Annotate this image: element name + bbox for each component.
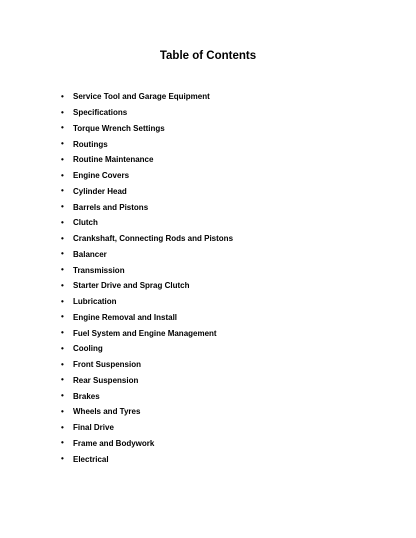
toc-entry-label: Starter Drive and Sprag Clutch	[73, 281, 190, 291]
bullet-icon: •	[61, 202, 64, 212]
toc-entry[interactable]	[61, 262, 233, 278]
bullet-icon: •	[61, 359, 64, 369]
toc-entry-label: Barrels and Pistons	[73, 202, 149, 212]
bullet-icon: •	[61, 296, 64, 306]
bullet-icon: •	[61, 265, 64, 275]
bullet-icon: •	[61, 107, 64, 117]
toc-entry[interactable]	[61, 404, 233, 420]
toc-entry-label: Brakes	[73, 391, 100, 401]
toc-entry-label: Cylinder Head	[73, 186, 127, 196]
bullet-icon: •	[61, 123, 64, 133]
toc-entry-label: Frame and Bodywork	[73, 438, 155, 448]
toc-entry[interactable]	[61, 105, 233, 121]
toc-entry[interactable]	[61, 451, 233, 467]
toc-entry[interactable]	[61, 325, 233, 341]
toc-entry-label: Wheels and Tyres	[73, 407, 141, 417]
bullet-icon: •	[61, 154, 64, 164]
toc-entry-label: Routings	[73, 139, 108, 149]
toc-entry[interactable]	[61, 184, 233, 200]
toc-entry-label: Engine Removal and Install	[73, 312, 178, 322]
bullet-icon: •	[61, 249, 64, 259]
toc-entry-label: Rear Suspension	[73, 375, 139, 385]
toc-entry-label: Routine Maintenance	[73, 155, 154, 165]
toc-entry[interactable]	[61, 199, 233, 215]
toc-entry-label: Cooling	[73, 344, 103, 354]
toc-entry-label: Engine Covers	[73, 171, 130, 181]
bullet-icon: •	[61, 139, 64, 149]
toc-entry[interactable]	[61, 168, 233, 184]
toc-entry-label: Fuel System and Engine Management	[73, 328, 217, 338]
bullet-icon: •	[61, 454, 64, 464]
toc-entry[interactable]	[61, 357, 233, 373]
bullet-icon: •	[61, 312, 64, 322]
table-of-contents-list	[61, 89, 233, 467]
toc-entry[interactable]	[61, 231, 233, 247]
toc-entry-label: Specifications	[73, 108, 128, 118]
bullet-icon: •	[61, 233, 64, 243]
bullet-icon: •	[61, 186, 64, 196]
bullet-icon: •	[61, 375, 64, 385]
toc-entry-label: Final Drive	[73, 423, 114, 433]
toc-entry[interactable]	[61, 136, 233, 152]
toc-entry-label: Front Suspension	[73, 360, 141, 370]
toc-entry-label: Torque Wrench Settings	[73, 123, 165, 133]
page-title: Table of Contents	[159, 50, 257, 62]
toc-entry[interactable]	[61, 215, 233, 231]
toc-entry[interactable]	[61, 294, 233, 310]
toc-entry[interactable]	[61, 341, 233, 357]
toc-entry[interactable]	[61, 89, 233, 105]
toc-entry[interactable]	[61, 121, 233, 137]
bullet-icon: •	[61, 343, 64, 353]
toc-entry-label: Clutch	[73, 218, 98, 228]
toc-entry[interactable]	[61, 278, 233, 294]
toc-entry[interactable]	[61, 247, 233, 263]
bullet-icon: •	[61, 217, 64, 227]
toc-entry-label: Electrical	[73, 454, 109, 464]
toc-entry-label: Transmission	[73, 265, 125, 275]
bullet-icon: •	[61, 170, 64, 180]
bullet-icon: •	[61, 328, 64, 338]
bullet-icon: •	[61, 391, 64, 401]
toc-entry[interactable]	[61, 436, 233, 452]
bullet-icon: •	[61, 438, 64, 448]
toc-entry-label: Service Tool and Garage Equipment	[73, 92, 210, 102]
toc-entry[interactable]	[61, 420, 233, 436]
bullet-icon: •	[61, 422, 64, 432]
toc-entry-label: Balancer	[73, 249, 107, 259]
bullet-icon: •	[61, 406, 64, 416]
toc-entry[interactable]	[61, 152, 233, 168]
bullet-icon: •	[61, 91, 64, 101]
toc-entry-label: Crankshaft, Connecting Rods and Pistons	[73, 234, 234, 244]
toc-entry[interactable]	[61, 373, 233, 389]
toc-entry-label: Lubrication	[73, 297, 117, 307]
bullet-icon: •	[61, 280, 64, 290]
toc-entry[interactable]	[61, 310, 233, 326]
toc-entry[interactable]	[61, 388, 233, 404]
